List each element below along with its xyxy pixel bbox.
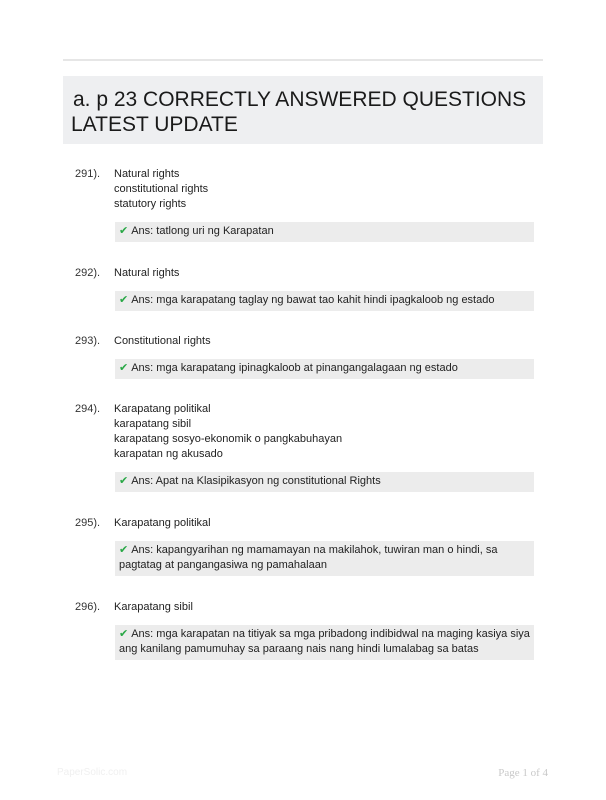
prompt-line: karapatan ng akusado (114, 448, 223, 460)
prompt-line: Karapatang politikal (114, 403, 211, 415)
question-item (75, 600, 535, 660)
answer-box (115, 222, 534, 242)
prompt-line: constitutional rights (114, 183, 209, 195)
answer-box (115, 541, 534, 576)
answer-text: Ans: mga karapatang taglay ng bawat tao kahit hindi ipagkaloob ng estado (131, 294, 495, 306)
question-prompts (114, 402, 535, 462)
question-number: 296). (75, 601, 101, 613)
question-number: 295). (75, 517, 101, 529)
answer-text: Ans: mga karapatang ipinagkaloob at pinangangalagaan ng estado (131, 362, 458, 374)
answer-text: Ans: mga karapatan na titiyak sa mga pribadong indibidwal na maging kasiya siya ang kanilang pamumuhay sa paraang nais nang hindi lumalabag sa batas (119, 628, 530, 655)
answer-box (115, 359, 534, 379)
question-item (75, 516, 535, 576)
prompt-line: Natural rights (114, 168, 180, 180)
page-number: Page 1 of 4 (498, 767, 548, 779)
checkmark-icon: ✔ (119, 225, 129, 237)
question-number: 293). (75, 335, 101, 347)
question-item (75, 167, 535, 242)
question-number: 291). (75, 168, 101, 180)
checkmark-icon: ✔ (119, 294, 129, 306)
page-title (71, 87, 535, 137)
page-title-line-2: LATEST UPDATE (71, 113, 238, 136)
question-item (75, 266, 535, 311)
page-title-line-1: a. p 23 CORRECTLY ANSWERED QUESTIONS (73, 88, 527, 111)
watermark-text: PaperSolic.com (57, 767, 128, 778)
answer-box (115, 625, 534, 660)
prompt-line: statutory rights (114, 198, 187, 210)
answer-box (115, 472, 534, 492)
question-item (75, 334, 535, 379)
prompt-line: karapatang sosyo-ekonomik o pangkabuhayan (114, 433, 343, 445)
answer-box (115, 291, 534, 311)
question-prompts (114, 600, 535, 615)
question-number: 292). (75, 267, 101, 279)
answer-text: Ans: kapangyarihan ng mamamayan na makilahok, tuwiran man o hindi, sa pagtatag at pangangasiwa ng pamahalaan (119, 544, 498, 571)
prompt-line: Constitutional rights (114, 335, 211, 347)
question-prompts (114, 266, 535, 281)
title-banner (63, 76, 543, 144)
question-prompts (114, 334, 535, 349)
checkmark-icon: ✔ (119, 475, 129, 487)
prompt-line: karapatang sibil (114, 418, 192, 430)
question-prompts (114, 167, 535, 212)
question-item (75, 402, 535, 492)
prompt-line: Natural rights (114, 267, 180, 279)
top-divider (63, 59, 543, 61)
prompt-line: Karapatang politikal (114, 517, 211, 529)
answer-text: Ans: tatlong uri ng Karapatan (131, 225, 274, 237)
checkmark-icon: ✔ (119, 628, 129, 640)
question-prompts (114, 516, 535, 531)
question-number: 294). (75, 403, 101, 415)
checkmark-icon: ✔ (119, 362, 129, 374)
prompt-line: Karapatang sibil (114, 601, 193, 613)
checkmark-icon: ✔ (119, 544, 129, 556)
answer-text: Ans: Apat na Klasipikasyon ng constitutional Rights (131, 475, 381, 487)
